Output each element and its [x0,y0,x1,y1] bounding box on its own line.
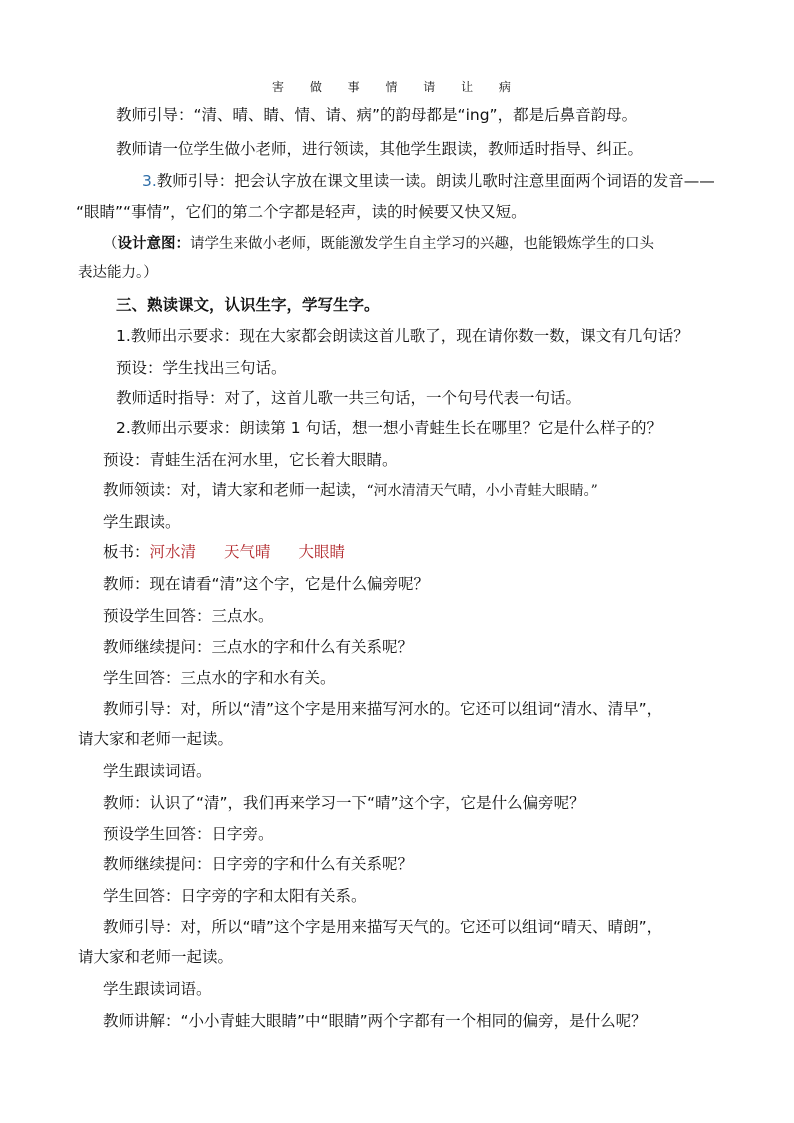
paragraph-line: 教师引导：对，所以“晴”这个字是用来描写天气的。它还可以组词“晴天、晴朗”， [103,918,663,936]
page-header-characters: 害 做 事 情 请 让 病 [272,80,522,94]
paragraph-line: 教师引导：对，所以“清”这个字是用来描写河水的。它还可以组词“清水、清早”， [103,700,663,718]
line-text: 教师领读：对，请大家和老师一起读， [103,481,367,499]
section-heading: 三、熟读课文，认识生字，学写生字。 [116,296,380,314]
quoted-verse: “河水清清天气晴，小小青蛙大眼睛。” [366,483,598,499]
design-intent-text: 请学生来做小老师，既能激发学生自主学习的兴趣，也能锻炼学生的口头 [190,236,654,252]
paragraph-line [103,479,598,502]
blackboard-word: 天气晴 [224,543,271,561]
design-intent-line [103,233,654,255]
paragraph-line: 教师讲解：“小小青蛙大眼睛”中“眼睛”两个字都有一个相同的偏旁，是什么呢？ [103,1012,647,1030]
paragraph-line: 教师请一位学生做小老师，进行领读，其他学生跟读，教师适时指导、纠正。 [116,140,644,158]
paragraph-line: “眼睛”“事情”，它们的第二个字都是轻声，读的时候要又快又短。 [76,203,527,221]
paragraph-line: 教师继续提问：日字旁的字和什么有关系呢？ [103,855,414,873]
blackboard-word: 河水清 [149,543,197,561]
blackboard-word: 大眼睛 [298,543,346,561]
paragraph-line: 预设学生回答：日字旁。 [103,825,274,843]
line-text: 教师引导：把会认字放在课文里读一读。朗读儿歌时注意里面两个词语的发音—— [156,172,715,190]
paragraph-line: 预设：学生找出三句话。 [116,359,287,377]
paragraph-line: 学生回答：三点水的字和水有关。 [103,669,336,687]
paragraph-line: 教师：认识了“清”，我们再来学习一下“晴”这个字，它是什么偏旁呢？ [103,794,585,812]
blackboard-label: 板书： [103,543,150,561]
paragraph-line: 教师：现在请看“清”这个字，它是什么偏旁呢？ [103,575,430,593]
paragraph-line: 预设学生回答：三点水。 [103,607,274,625]
paragraph-line: 2.教师出示要求：朗读第 1 句话，想一想小青蛙生长在哪里？它是什么样子的？ [116,419,663,437]
paragraph-line: 教师继续提问：三点水的字和什么有关系呢？ [103,638,414,656]
paragraph-line: 教师适时指导：对了，这首儿歌一共三句话，一个句号代表一句话。 [116,389,582,407]
paragraph-line: 请大家和老师一起读。 [78,948,234,966]
paragraph-line: 学生跟读词语。 [103,762,212,780]
paragraph-line: 1.教师出示要求：现在大家都会朗读这首儿歌了，现在请你数一数，课文有几句话？ [116,327,689,345]
design-intent-line: 表达能力。） [78,265,158,281]
paragraph-line-numbered [142,170,715,192]
paragraph-line: 学生跟读词语。 [103,980,212,998]
paragraph-line: 学生回答：日字旁的字和太阳有关系。 [103,887,367,905]
step-number: 3. [142,172,157,190]
paragraph-line: 学生跟读。 [103,513,181,531]
paragraph-line: 教师引导：“清、晴、睛、情、请、病”的韵母都是“ing”，都是后鼻音韵母。 [116,106,638,124]
blackboard-line [103,541,345,563]
open-paren: （ [103,236,118,252]
paragraph-line: 请大家和老师一起读。 [78,730,234,748]
paragraph-line: 预设：青蛙生活在河水里，它长着大眼睛。 [103,451,398,469]
design-intent-label: 设计意图： [117,235,190,252]
